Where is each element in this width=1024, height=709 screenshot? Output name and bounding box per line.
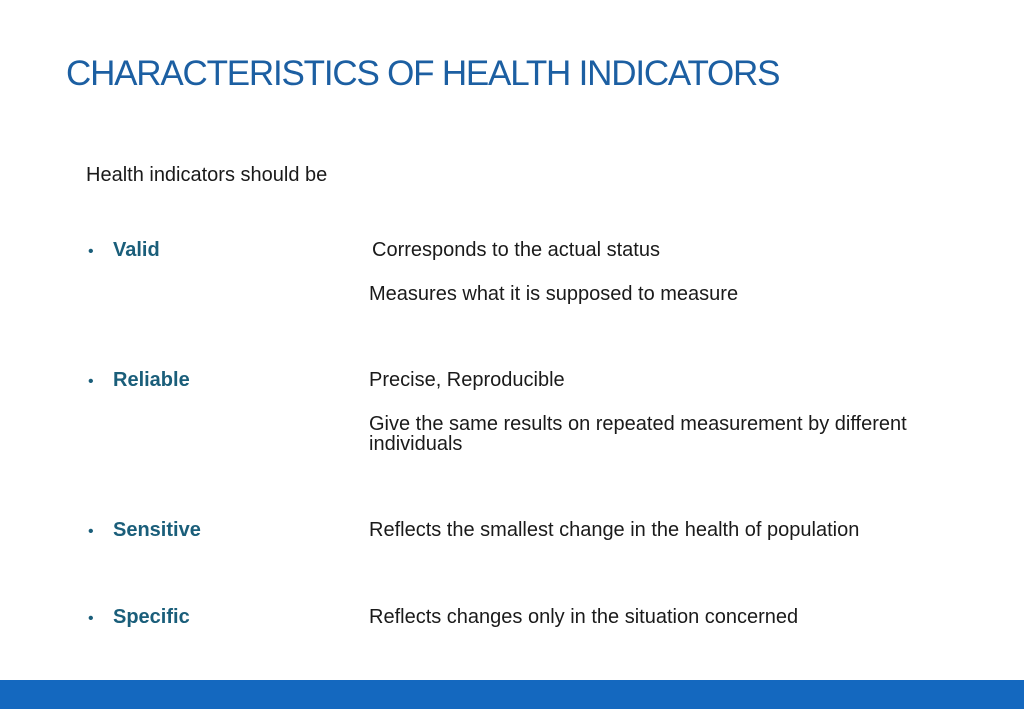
- term-specific: [88, 604, 190, 632]
- bullet-icon: •: [88, 523, 94, 540]
- bullet-icon: •: [88, 610, 94, 627]
- term-valid: [88, 237, 160, 265]
- description-reliable-1: Precise, Reproducible: [369, 369, 565, 391]
- description-valid-2: Measures what it is supposed to measure: [369, 283, 739, 305]
- term-sensitive: [88, 517, 201, 545]
- intro-text: Health indicators should be: [86, 164, 328, 186]
- term-label: Specific: [113, 606, 190, 628]
- slide-title: CHARACTERISTICS OF HEALTH INDICATORS: [66, 54, 780, 93]
- description-valid-1: Corresponds to the actual status: [372, 239, 660, 261]
- bullet-icon: •: [88, 373, 94, 390]
- bullet-icon: •: [88, 243, 94, 260]
- term-label: Reliable: [113, 369, 190, 391]
- description-specific-1: Reflects changes only in the situation concerned: [369, 606, 799, 628]
- term-reliable: [88, 367, 190, 395]
- description-sensitive-1: Reflects the smallest change in the health of population: [369, 519, 860, 541]
- footer-bar: [0, 680, 1024, 709]
- description-reliable-2: Give the same results on repeated measurement by different individuals: [369, 413, 907, 455]
- term-label: Valid: [113, 239, 160, 261]
- term-label: Sensitive: [113, 519, 201, 541]
